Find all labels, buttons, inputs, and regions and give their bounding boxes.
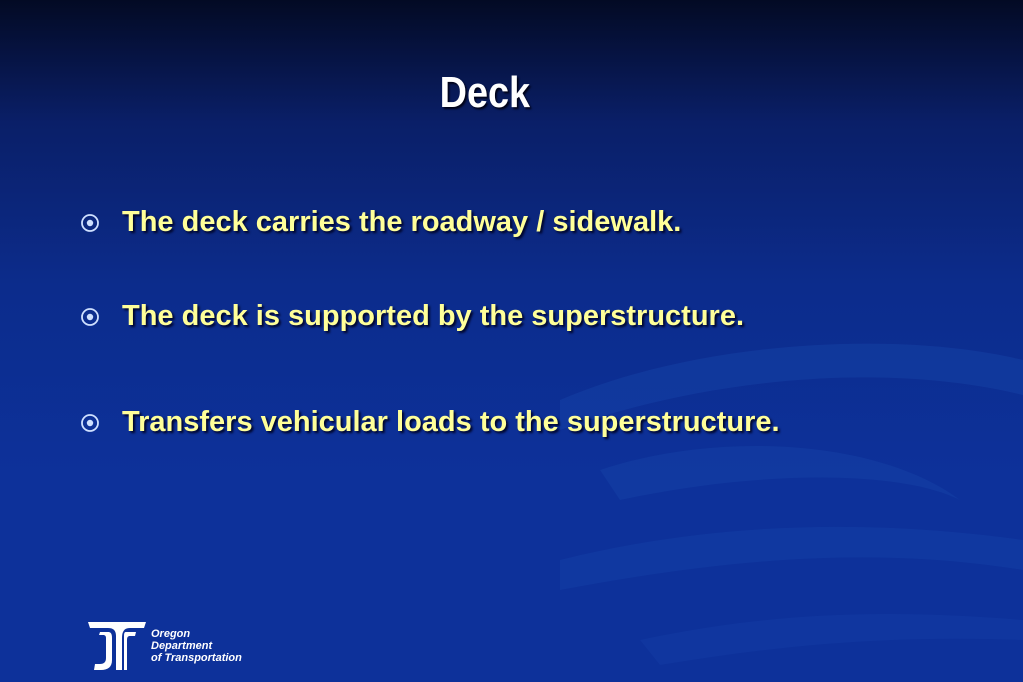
circled-dot-bullet-icon bbox=[80, 213, 100, 233]
logo-line-transportation: of Transportation bbox=[151, 652, 242, 664]
bullet-item bbox=[80, 206, 681, 239]
circled-dot-bullet-icon bbox=[80, 413, 100, 433]
slide-title: Deck bbox=[439, 68, 531, 117]
bullet-text: The deck carries the roadway / sidewalk. bbox=[122, 206, 682, 238]
logo-line-department: Department bbox=[151, 640, 213, 652]
bullet-text: Transfers vehicular loads to the superstructure. bbox=[122, 406, 780, 438]
odot-logo-text bbox=[151, 628, 242, 664]
circled-dot-bullet-icon bbox=[80, 307, 100, 327]
logo-line-oregon: Oregon bbox=[151, 628, 191, 640]
bullet-text: The deck is supported by the superstructure. bbox=[122, 300, 745, 332]
bullet-item bbox=[80, 300, 744, 333]
bullet-item bbox=[80, 406, 780, 439]
odot-logo-icon bbox=[86, 620, 148, 672]
odot-logo bbox=[86, 620, 242, 672]
bullet-list bbox=[80, 0, 980, 682]
